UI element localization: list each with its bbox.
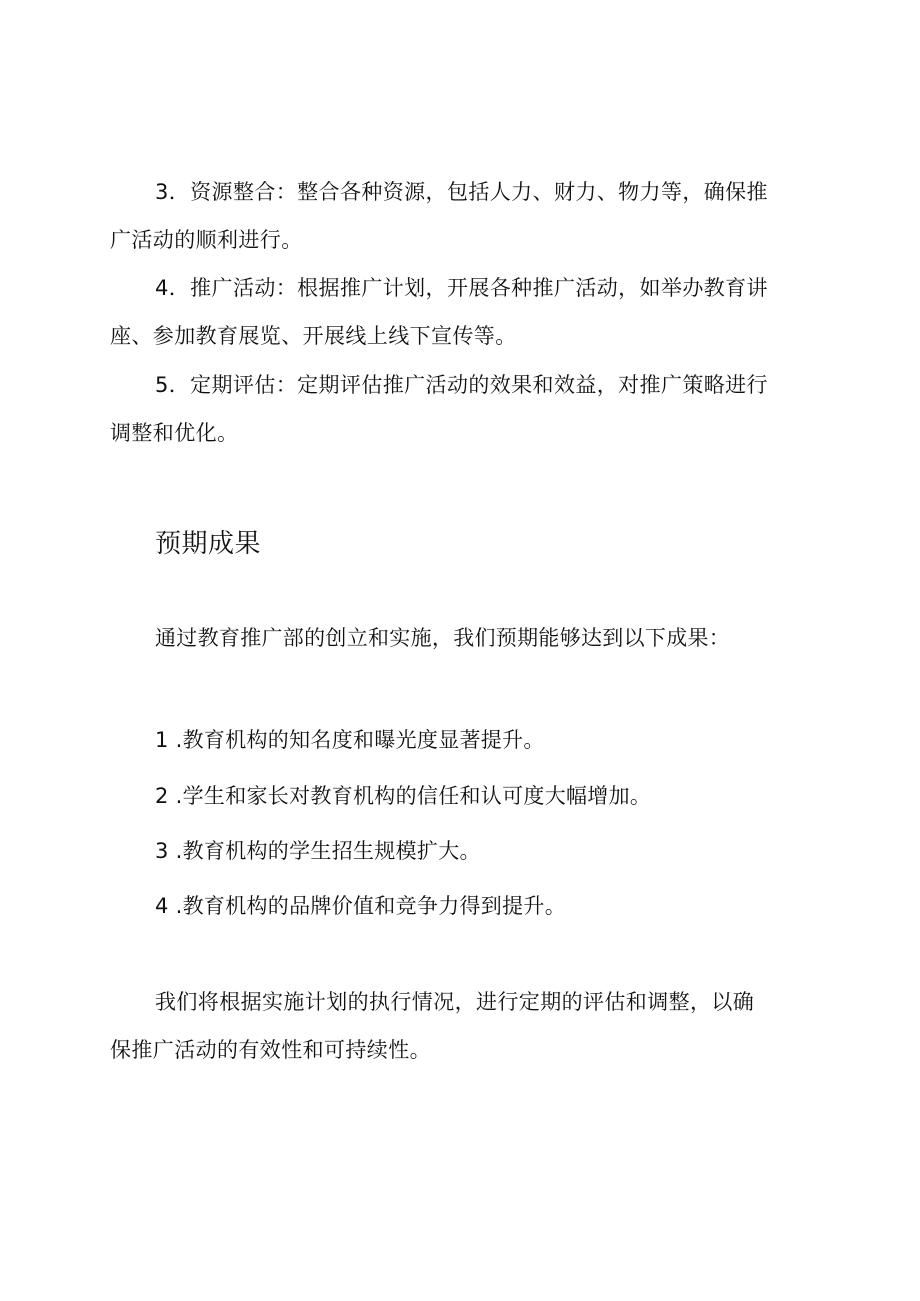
- section-title: 预期成果: [155, 529, 262, 559]
- step-5-line-2: 调整和优化。: [110, 421, 239, 445]
- result-item-3: 3 .教育机构的学生招生规模扩大。: [155, 839, 481, 863]
- closing-paragraph: [110, 978, 820, 1074]
- step-3-line-2: 广活动的顺利进行。: [110, 228, 303, 252]
- closing-line-2: 保推广活动的有效性和可持续性。: [110, 1038, 431, 1062]
- result-item-4: 4 .教育机构的品牌价值和竞争力得到提升。: [155, 894, 567, 918]
- step-3-line-1: 3．资源整合：整合各种资源，包括人力、财力、物力等，确保推: [155, 180, 768, 204]
- step-4: [110, 264, 820, 360]
- section-intro: 通过教育推广部的创立和实施，我们预期能够达到以下成果：: [155, 626, 731, 650]
- step-5-line-1: 5．定期评估：定期评估推广活动的效果和效益，对推广策略进行: [155, 373, 768, 397]
- closing-line-1: 我们将根据实施计划的执行情况，进行定期的评估和调整，以确: [155, 990, 755, 1014]
- result-item-1: 1 .教育机构的知名度和曝光度显著提升。: [155, 728, 545, 752]
- result-item-2: 2 .学生和家长对教育机构的信任和认可度大幅增加。: [155, 784, 652, 808]
- step-3: [110, 168, 820, 264]
- step-4-line-2: 座、参加教育展览、开展线上线下宣传等。: [110, 324, 517, 348]
- step-4-line-1: 4．推广活动：根据推广计划，开展各种推广活动，如举办教育讲: [155, 276, 768, 300]
- step-5: [110, 361, 820, 457]
